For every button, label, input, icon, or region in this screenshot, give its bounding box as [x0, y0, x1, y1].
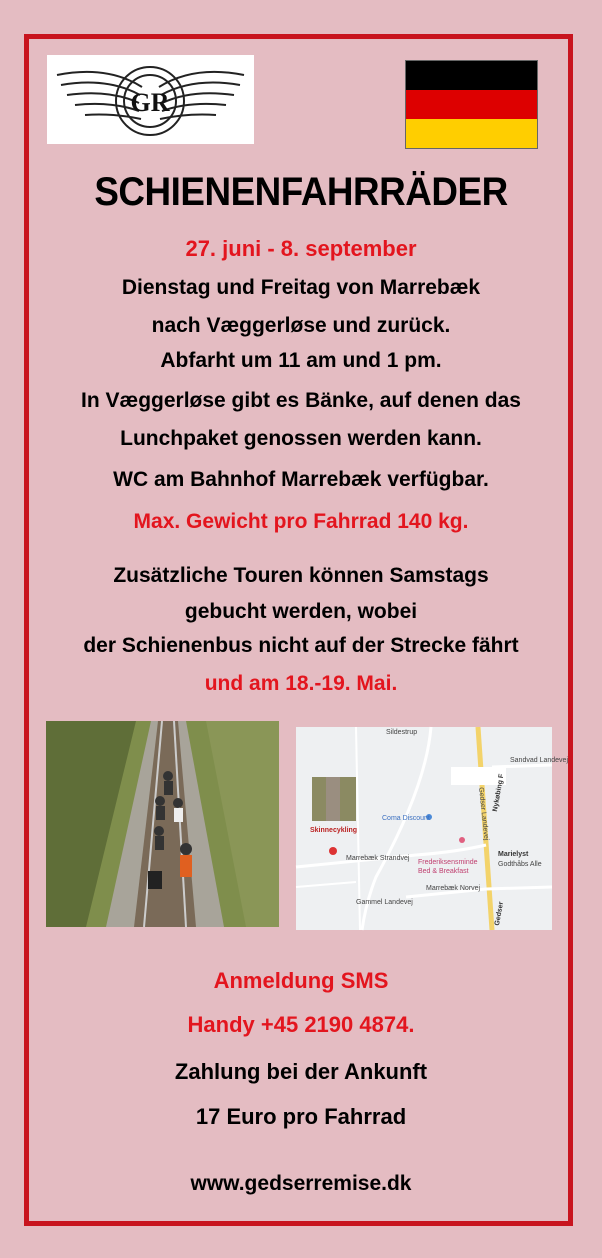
extra-tours-line: Zusätzliche Touren können Samstags — [113, 564, 489, 587]
extra-tours-line: der Schienenbus nicht auf der Strecke fährt — [83, 634, 519, 657]
map-label-road: Marrebæk Strandvej — [346, 855, 410, 862]
map-label-gedser: Gedser — [494, 901, 506, 927]
map-label-road: Gedser Landevej — [477, 787, 490, 841]
schedule-line: Dienstag und Freitag von Marrebæk — [121, 276, 481, 299]
location-map — [296, 727, 568, 930]
website-link[interactable]: www.gedserremise.dk — [190, 1172, 412, 1195]
map-label-road: Gammel Landevej — [356, 899, 413, 906]
gr-winged-wheel-logo — [47, 55, 254, 144]
price-info: 17 Euro pro Fahrrad — [195, 1104, 407, 1129]
extra-tours-line: gebucht werden, wobei — [184, 600, 418, 623]
german-flag-icon — [405, 60, 538, 149]
map-label-coma: Coma Discount — [382, 815, 430, 822]
payment-info: Zahlung bei der Ankunft — [174, 1059, 428, 1084]
map-label-skinnecykling: Skinnecykling — [310, 827, 358, 834]
map-label-bnb: Bed & Breakfast — [418, 868, 469, 875]
phone-number: Handy +45 2190 4874. — [187, 1012, 415, 1037]
map-label-nykobing: Nykøbing F — [492, 773, 506, 813]
map-label-road: Sildestrup — [386, 729, 418, 736]
schedule-line: nach Væggerløse und zurück. — [151, 314, 451, 337]
map-label-marielyst: Marielyst — [498, 851, 529, 858]
bench-info: In Væggerløse gibt es Bänke, auf denen das — [81, 389, 521, 412]
map-label-road: Sandvad Landevej — [510, 757, 568, 764]
map-label-bnb: Frederiksensminde — [418, 859, 478, 866]
rail-bike-photo — [46, 721, 279, 927]
page-title: SCHIENENFAHRRÄDER — [94, 170, 508, 214]
departure-times: Abfarht um 11 am und 1 pm. — [160, 349, 442, 372]
wc-info: WC am Bahnhof Marrebæk verfügbar. — [113, 468, 489, 491]
extra-dates: und am 18.-19. Mai. — [204, 672, 398, 695]
logo-letters: GR — [130, 88, 170, 117]
bench-info: Lunchpaket genossen werden kann. — [120, 427, 482, 450]
map-label-road: Marrebæk Norvej — [426, 885, 481, 892]
registration-heading: Anmeldung SMS — [213, 968, 389, 993]
weight-limit: Max. Gewicht pro Fahrrad 140 kg. — [133, 510, 469, 533]
season-dates: 27. juni - 8. september — [185, 236, 417, 261]
map-label-godthaab: Godthåbs Alle — [498, 861, 542, 868]
